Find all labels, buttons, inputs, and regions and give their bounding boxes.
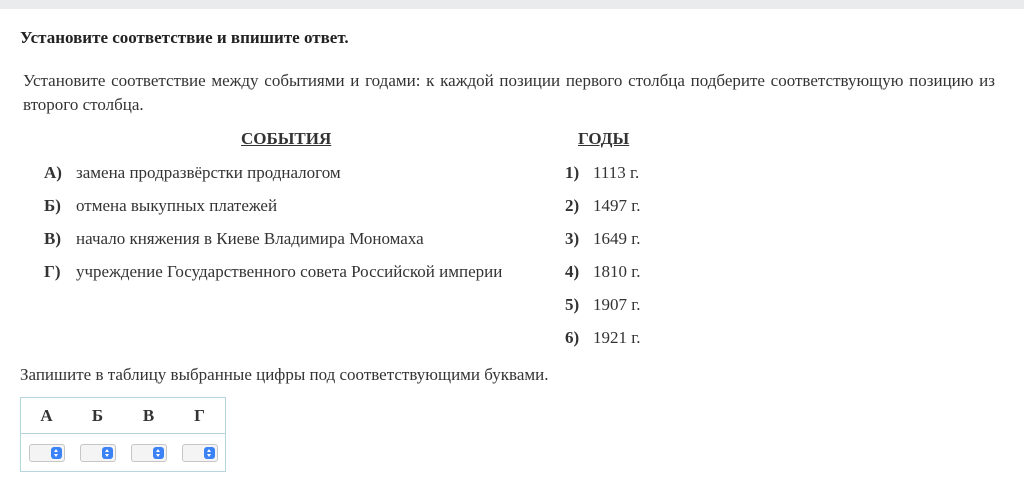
answer-cell-b [72,434,123,472]
answer-select-v[interactable] [131,444,167,462]
event-letter: А) [44,163,62,182]
answer-select-b[interactable] [80,444,116,462]
year-number: 3) [565,229,580,248]
year-number: 4) [565,262,580,281]
answer-select-a[interactable] [29,444,65,462]
event-letter: Г) [44,262,61,281]
year-text: 1649 г. [593,229,641,248]
year-text: 1497 г. [593,196,641,215]
events-column-header: СОБЫТИЯ [241,129,332,148]
year-number: 2) [565,196,580,215]
event-text: отмена выкупных платежей [76,196,278,215]
answer-table [20,397,226,472]
chevron-up-down-icon [204,447,215,459]
top-bar [0,0,1024,9]
event-text: начало княжения в Киеве Владимира Мономаха [76,229,424,248]
answer-instruction: Запишите в таблицу выбранные цифры под соответствующими буквами. [20,365,549,384]
task-instruction: Установите соответствие между событиями и годами: к каждой позиции первого столбца подберите соответствующую позицию из второго столбца. [23,71,995,114]
answer-cell-g [174,434,226,472]
answer-header-b: Б [72,398,123,434]
answer-header-a: А [21,398,73,434]
answer-header-v: В [123,398,174,434]
year-text: 1921 г. [593,328,641,347]
years-column-header: ГОДЫ [578,129,630,148]
chevron-up-down-icon [153,447,164,459]
event-text: замена продразвёрстки продналогом [76,163,341,182]
year-text: 1907 г. [593,295,641,314]
event-letter: Б) [44,196,61,215]
year-number: 5) [565,295,580,314]
event-text: учреждение Государственного совета Российской империи [76,262,503,281]
event-letter: В) [44,229,61,248]
task-heading: Установите соответствие и впишите ответ. [20,28,349,47]
year-text: 1113 г. [593,163,640,182]
answer-cell-v [123,434,174,472]
answer-header-g: Г [174,398,226,434]
year-text: 1810 г. [593,262,641,281]
answer-select-g[interactable] [182,444,218,462]
year-number: 6) [565,328,580,347]
chevron-up-down-icon [51,447,62,459]
answer-cell-a [21,434,73,472]
chevron-up-down-icon [102,447,113,459]
year-number: 1) [565,163,580,182]
